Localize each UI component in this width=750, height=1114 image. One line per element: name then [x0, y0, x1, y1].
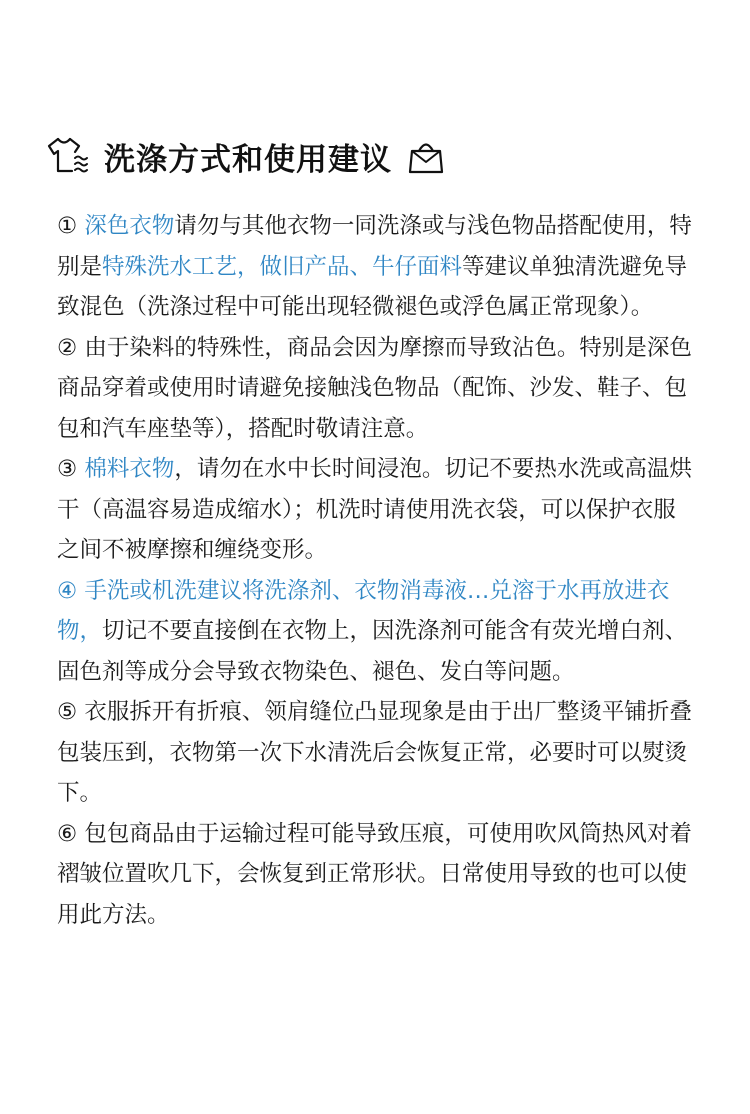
highlight-text: 特殊洗水工艺，做旧产品、牛仔面料: [102, 253, 463, 280]
tshirt-wash-icon: [44, 133, 94, 179]
item-text: 切记不要直接倒在衣物上，因洗涤剂可能含有荧光增白剂、固色剂等成分会导致衣物染色、褪色、发白等问题。: [57, 618, 688, 685]
instruction-item-1: [57, 206, 697, 328]
care-instructions: [57, 206, 697, 935]
instruction-item-3: [57, 449, 697, 571]
item-text: 包包商品由于运输过程可能导致压痕，可使用吹风筒热风对着褶皱位置吹几下，会恢复到正常形状。日常使用导致的也可以使用此方法。: [57, 820, 692, 928]
section-header: [44, 128, 448, 184]
instruction-item-5: [57, 692, 697, 814]
item-text: 由于染料的特殊性，商品会因为摩擦而导致沾色。特别是深色商品穿着或使用时请避免接触浅色物品（配饰、沙发、鞋子、包包和汽车座垫等），搭配时敬请注意。: [57, 334, 692, 442]
item-marker: ④: [57, 577, 78, 604]
item-marker: ⑥: [57, 820, 78, 847]
item-text: 等建议单独清洗避免导致混色（洗涤过程中可能出现轻微褪色或浮色属正常现象）。: [57, 253, 688, 320]
handbag-icon: [404, 134, 448, 178]
instruction-item-2: [57, 328, 697, 450]
instruction-item-6: [57, 814, 697, 936]
item-text: 衣服拆开有折痕、领肩缝位凸显现象是由于出厂整烫平铺折叠包装压到，衣物第一次下水清洗后会恢复正常，必要时可以熨烫下。: [57, 699, 692, 806]
item-text: ，请勿在水中长时间浸泡。切记不要热水洗或高温烘干（高温容易造成缩水）；机洗时请使用洗衣袋，可以保护衣服之间不被摩擦和缠绕变形。: [57, 456, 692, 563]
highlight-text: 棉料衣物: [84, 456, 175, 482]
item-marker: ①: [57, 213, 78, 239]
item-marker: ⑤: [57, 699, 78, 725]
item-text: 请勿与其他衣物一同洗涤或与浅色物品搭配使用，特别是: [57, 213, 692, 280]
highlight-text: 手洗或机洗建议将洗涤剂、衣物消毒液…兑溶于水再放进衣物，: [57, 577, 670, 644]
item-marker: ②: [57, 334, 78, 361]
instruction-item-4: [57, 571, 697, 693]
item-marker: ③: [57, 456, 78, 482]
highlight-text: 深色衣物: [84, 213, 175, 239]
page-title: 洗涤方式和使用建议: [104, 141, 392, 178]
